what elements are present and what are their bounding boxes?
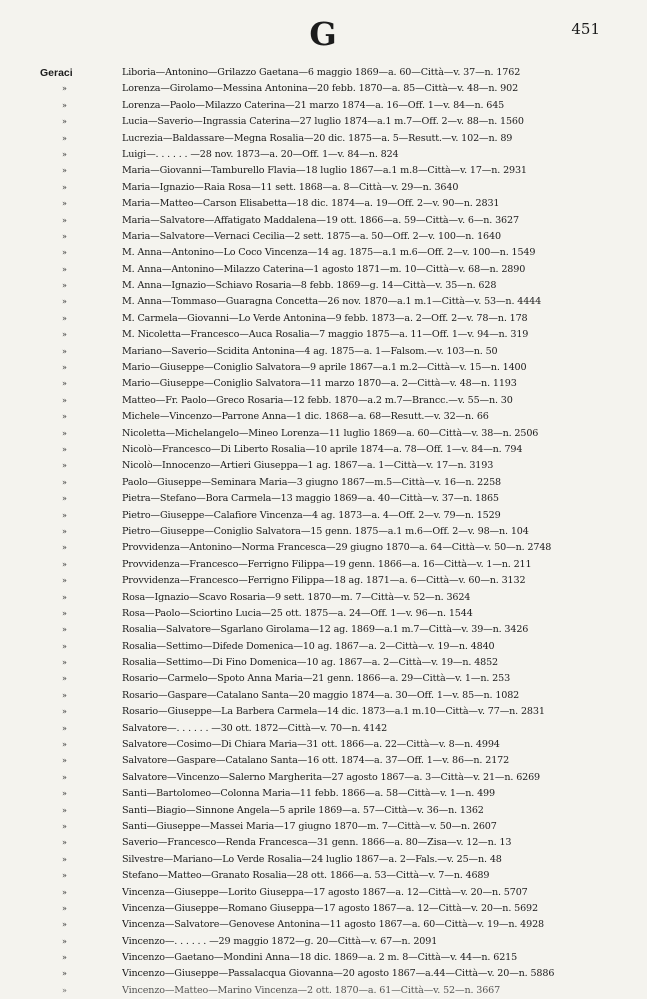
- entry-text: Mario—Giuseppe—Coniglio Salvatora—11 marzo 1870—a. 2—Città—v. 48—n. 1193: [122, 378, 517, 390]
- entry-text: M. Nicoletta—Francesco—Auca Rosalia—7 maggio 1875—a. 11—Off. 1—v. 94—n. 319: [122, 329, 529, 341]
- list-item: [0, 671, 647, 687]
- list-item: [0, 983, 647, 999]
- entry-text: Lucia—Saverio—Ingrassia Caterina—27 luglio 1874—a.1 m.7—Off. 2—v. 88—n. 1560: [122, 116, 524, 128]
- entry-text: Luigi—. . . . . . —28 nov. 1873—a. 20—Off. 1—v. 84—n. 824: [122, 148, 399, 160]
- entry-text: Maria—Matteo—Carson Elisabetta—18 dic. 1874—a. 19—Off. 2—v. 90—n. 2831: [122, 198, 500, 210]
- list-item: [0, 458, 647, 474]
- ditto-mark: »: [62, 592, 67, 602]
- ditto-mark: »: [62, 461, 67, 471]
- entry-text: Vincenzo—Matteo—Marino Vincenza—2 ott. 1870—a. 61—Città—v. 52—n. 3667: [122, 984, 501, 996]
- list-item: [0, 278, 647, 294]
- ditto-mark: »: [62, 510, 67, 520]
- entry-text: Maria—Giovanni—Tamburello Flavia—18 luglio 1867—a.1 m.8—Città—v. 17—n. 2931: [122, 165, 527, 177]
- list-item: [0, 393, 647, 409]
- ditto-mark: »: [62, 707, 67, 717]
- list-item: [0, 803, 647, 819]
- entry-text: Vincenza—Giuseppe—Lorito Giuseppa—17 agosto 1867—a. 12—Città—v. 20—n. 5707: [122, 886, 528, 898]
- ditto-mark: »: [62, 444, 67, 454]
- ditto-mark: »: [62, 215, 67, 225]
- ditto-mark: »: [62, 559, 67, 569]
- entry-text: Michele—Vincenzo—Parrone Anna—1 dic. 1868—a. 68—Resutt.—v. 32—n. 66: [122, 411, 489, 423]
- entry-text: M. Anna—Ignazio—Schiavo Rosaria—8 febb. 1869—g. 14—Città—v. 35—n. 628: [122, 280, 497, 292]
- ditto-mark: »: [62, 985, 67, 995]
- entry-text: Vincenzo—. . . . . . —29 maggio 1872—g. 20—Città—v. 67—n. 2091: [122, 935, 438, 947]
- entry-text: Maria—Salvatore—Affatigato Maddalena—19 ott. 1866—a. 59—Città—v. 6—n. 3627: [122, 214, 519, 226]
- entry-text: M. Anna—Tommaso—Guaragna Concetta—26 nov. 1870—a.1 m.1—Città—v. 53—n. 4444: [122, 296, 542, 308]
- ditto-mark: »: [62, 953, 67, 963]
- list-item: [0, 180, 647, 196]
- list-item: [0, 196, 647, 212]
- list-item: [0, 442, 647, 458]
- entry-text: Santi—Giuseppe—Massei Maria—17 giugno 1870—m. 7—Città—v. 50—n. 2607: [122, 820, 497, 832]
- list-item: [0, 294, 647, 310]
- entry-text: Mariano—Saverio—Scidita Antonina—4 ag. 1875—a. 1—Falsom.—v. 103—n. 50: [122, 345, 498, 357]
- entry-text: Stefano—Matteo—Granato Rosalia—28 ott. 1866—a. 53—Città—v. 7—n. 4689: [122, 870, 490, 882]
- entry-text: Rosa—Paolo—Sciortino Lucia—25 ott. 1875—a. 24—Off. 1—v. 96—n. 1544: [122, 607, 473, 619]
- ditto-mark: »: [62, 379, 67, 389]
- ditto-mark: »: [62, 674, 67, 684]
- ditto-mark: »: [62, 772, 67, 782]
- ditto-mark: »: [62, 248, 67, 258]
- ditto-mark: »: [62, 494, 67, 504]
- ditto-mark: »: [62, 313, 67, 323]
- entry-text: Rosario—Carmelo—Spoto Anna Maria—21 genn. 1866—a. 29—Città—v. 1—n. 253: [122, 673, 511, 685]
- list-item: [0, 475, 647, 491]
- list-item: [0, 344, 647, 360]
- ditto-mark: »: [62, 84, 67, 94]
- list-item: [0, 491, 647, 507]
- list-item: [0, 934, 647, 950]
- list-item: [0, 606, 647, 622]
- ditto-mark: »: [62, 789, 67, 799]
- list-item: [0, 852, 647, 868]
- list-item: [0, 639, 647, 655]
- entry-text: M. Carmela—Giovanni—Lo Verde Antonina—9 febb. 1873—a. 2—Off. 2—v. 78—n. 178: [122, 312, 528, 324]
- ditto-mark: »: [62, 363, 67, 373]
- entry-text: Provvidenza—Antonino—Norma Francesca—29 giugno 1870—a. 64—Città—v. 50—n. 2748: [122, 542, 552, 554]
- entry-text: Pietro—Giuseppe—Calafiore Vincenza—4 ag. 1873—a. 4—Off. 2—v. 79—n. 1529: [122, 509, 501, 521]
- list-item: [0, 819, 647, 835]
- entry-text: Rosalia—Salvatore—Sgarlano Girolama—12 ag. 1869—a.1 m.7—Città—v. 39—n. 3426: [122, 624, 529, 636]
- entry-text: Matteo—Fr. Paolo—Greco Rosaria—12 febb. 1870—a.2 m.7—Brancc.—v. 55—n. 30: [122, 394, 513, 406]
- ditto-mark: »: [62, 231, 67, 241]
- list-item: [0, 950, 647, 966]
- list-item: [0, 98, 647, 114]
- entry-text: Provvidenza—Francesco—Ferrigno Filippa—19 genn. 1866—a. 16—Città—v. 1—n. 211: [122, 558, 532, 570]
- ditto-mark: »: [62, 133, 67, 143]
- ditto-mark: »: [62, 330, 67, 340]
- ditto-mark: »: [62, 854, 67, 864]
- entry-text: Silvestre—Mariano—Lo Verde Rosalia—24 luglio 1867—a. 2—Fals.—v. 25—n. 48: [122, 853, 502, 865]
- entry-text: Vincenzo—Giuseppe—Passalacqua Giovanna—20 agosto 1867—a.44—Città—v. 20—n. 5886: [122, 968, 555, 980]
- list-item: [0, 737, 647, 753]
- list-item: [0, 81, 647, 97]
- ditto-mark: »: [62, 543, 67, 553]
- list-item: [0, 557, 647, 573]
- entry-text: Salvatore—. . . . . . —30 ott. 1872—Città—v. 70—n. 4142: [122, 722, 388, 734]
- entry-text: Pietro—Giuseppe—Coniglio Salvatora—15 genn. 1875—a.1 m.6—Off. 2—v. 98—n. 104: [122, 525, 529, 537]
- list-item: [0, 245, 647, 261]
- entry-text: Rosalia—Settimo—Difede Domenica—10 ag. 1867—a. 2—Città—v. 19—n. 4840: [122, 640, 495, 652]
- ditto-mark: »: [62, 838, 67, 848]
- list-item: [0, 65, 647, 81]
- entry-text: Saverio—Francesco—Renda Francesca—31 genn. 1866—a. 80—Zisa—v. 12—n. 13: [122, 837, 512, 849]
- entry-text: Lorenza—Girolamo—Messina Antonina—20 febb. 1870—a. 85—Città—v. 48—n. 902: [122, 83, 519, 95]
- entry-text: Rosario—Giuseppe—La Barbera Carmela—14 dic. 1873—a.1 m.10—Città—v. 77—n. 2831: [122, 706, 545, 718]
- list-item: [0, 885, 647, 901]
- entry-text: Salvatore—Gaspare—Catalano Santa—16 ott. 1874—a. 37—Off. 1—v. 86—n. 2172: [122, 755, 510, 767]
- index-letter: G: [309, 15, 337, 53]
- list-item: [0, 966, 647, 982]
- ditto-mark: »: [62, 576, 67, 586]
- ditto-mark: »: [62, 723, 67, 733]
- page-number: 451: [571, 20, 600, 38]
- list-item: [0, 835, 647, 851]
- ditto-mark: »: [62, 903, 67, 913]
- ditto-mark: »: [62, 526, 67, 536]
- list-item: [0, 508, 647, 524]
- list-item: [0, 622, 647, 638]
- entry-text: Vincenza—Giuseppe—Romano Giuseppa—17 agosto 1867—a. 12—Città—v. 20—n. 5692: [122, 902, 538, 914]
- entry-text: Salvatore—Vincenzo—Salerno Margherita—27 agosto 1867—a. 3—Città—v. 21—n. 6269: [122, 771, 541, 783]
- ditto-mark: »: [62, 100, 67, 110]
- entry-text: Lorenza—Paolo—Milazzo Caterina—21 marzo 1874—a. 16—Off. 1—v. 84—n. 645: [122, 99, 505, 111]
- ditto-mark: »: [62, 117, 67, 127]
- list-item: [0, 213, 647, 229]
- entry-text: Vincenzo—Gaetano—Mondini Anna—18 dic. 1869—a. 2 m. 8—Città—v. 44—n. 6215: [122, 952, 518, 964]
- list-item: [0, 163, 647, 179]
- ditto-mark: »: [62, 625, 67, 635]
- ditto-mark: »: [62, 936, 67, 946]
- ditto-mark: »: [62, 821, 67, 831]
- ditto-mark: »: [62, 199, 67, 209]
- list-item: [0, 655, 647, 671]
- list-item: [0, 688, 647, 704]
- ditto-mark: »: [62, 412, 67, 422]
- list-item: [0, 426, 647, 442]
- ditto-mark: »: [62, 477, 67, 487]
- entry-text: Rosalia—Settimo—Di Fino Domenica—10 ag. 1867—a. 2—Città—v. 19—n. 4852: [122, 657, 499, 669]
- list-item: [0, 311, 647, 327]
- list-item: [0, 262, 647, 278]
- list-item: [0, 229, 647, 245]
- ditto-mark: »: [62, 297, 67, 307]
- ditto-mark: »: [62, 428, 67, 438]
- entry-text: Liboria—Antonino—Grilazzo Gaetana—6 maggio 1869—a. 60—Città—v. 37—n. 1762: [122, 67, 521, 78]
- entry-text: Paolo—Giuseppe—Seminara Maria—3 giugno 1867—m.5—Città—v. 16—n. 2258: [122, 476, 502, 488]
- entry-text: M. Anna—Antonino—Lo Coco Vincenza—14 ag. 1875—a.1 m.6—Off. 2—v. 100—n. 1549: [122, 247, 536, 259]
- ditto-mark: »: [62, 346, 67, 356]
- entry-text: Salvatore—Cosimo—Di Chiara Maria—31 ott. 1866—a. 22—Città—v. 8—n. 4994: [122, 739, 500, 751]
- list-item: [0, 540, 647, 556]
- ditto-mark: »: [62, 608, 67, 618]
- entry-text: Nicoletta—Michelangelo—Mineo Lorenza—11 luglio 1869—a. 60—Città—v. 38—n. 2506: [122, 427, 539, 439]
- ditto-mark: »: [62, 920, 67, 930]
- list-item: [0, 901, 647, 917]
- list-item: [0, 360, 647, 376]
- entry-text: Santi—Bartolomeo—Colonna Maria—11 febb. 1866—a. 58—Città—v. 1—n. 499: [122, 788, 495, 800]
- ditto-mark: »: [62, 264, 67, 274]
- list-item: [0, 327, 647, 343]
- list-item: [0, 917, 647, 933]
- ditto-mark: »: [62, 166, 67, 176]
- list-item: [0, 114, 647, 130]
- entry-text: Mario—Giuseppe—Coniglio Salvatora—9 aprile 1867—a.1 m.2—Città—v. 15—n. 1400: [122, 362, 527, 374]
- list-item: [0, 786, 647, 802]
- list-item: [0, 704, 647, 720]
- ditto-mark: »: [62, 641, 67, 651]
- entry-text: Santi—Biagio—Sinnone Angela—5 aprile 1869—a. 57—Città—v. 36—n. 1362: [122, 804, 484, 816]
- ditto-mark: »: [62, 969, 67, 979]
- entry-text: Vincenza—Salvatore—Genovese Antonina—11 agosto 1867—a. 60—Città—v. 19—n. 4928: [122, 919, 544, 931]
- entry-list: [0, 65, 647, 999]
- ditto-mark: »: [62, 281, 67, 291]
- ditto-mark: »: [62, 740, 67, 750]
- ditto-mark: »: [62, 887, 67, 897]
- ditto-mark: »: [62, 690, 67, 700]
- entry-text: Provvidenza—Francesco—Ferrigno Filippa—18 ag. 1871—a. 6—Città—v. 60—n. 3132: [122, 575, 526, 587]
- ditto-mark: »: [62, 756, 67, 766]
- ditto-mark: »: [62, 395, 67, 405]
- ditto-mark: »: [62, 658, 67, 668]
- entry-text: Rosario—Gaspare—Catalano Santa—20 maggio 1874—a. 30—Off. 1—v. 85—n. 1082: [122, 689, 520, 701]
- entry-text: Rosa—Ignazio—Scavo Rosaria—9 sett. 1870—m. 7—Città—v. 52—n. 3624: [122, 591, 471, 603]
- entry-text: Maria—Ignazio—Raia Rosa—11 sett. 1868—a. 8—Città—v. 29—n. 3640: [122, 181, 459, 193]
- list-item: [0, 770, 647, 786]
- ditto-mark: »: [62, 871, 67, 881]
- ditto-mark: »: [62, 805, 67, 815]
- ditto-mark: »: [62, 182, 67, 192]
- list-item: [0, 147, 647, 163]
- list-item: [0, 590, 647, 606]
- entry-text: Nicolò—Francesco—Di Liberto Rosalia—10 aprile 1874—a. 78—Off. 1—v. 84—n. 794: [122, 443, 523, 455]
- entry-text: Maria—Salvatore—Vernaci Cecilia—2 sett. 1875—a. 50—Off. 2—v. 100—n. 1640: [122, 230, 501, 242]
- list-item: [0, 376, 647, 392]
- surname-heading: Geraci: [40, 67, 73, 79]
- list-item: [0, 753, 647, 769]
- list-item: [0, 721, 647, 737]
- list-item: [0, 409, 647, 425]
- entry-text: M. Anna—Antonino—Milazzo Caterina—1 agosto 1871—m. 10—Città—v. 68—n. 2890: [122, 263, 526, 275]
- list-item: [0, 573, 647, 589]
- list-item: [0, 868, 647, 884]
- list-item: [0, 524, 647, 540]
- entry-text: Lucrezia—Baldassare—Megna Rosalia—20 dic. 1875—a. 5—Resutt.—v. 102—n. 89: [122, 132, 513, 144]
- entry-text: Pietra—Stefano—Bora Carmela—13 maggio 1869—a. 40—Città—v. 37—n. 1865: [122, 493, 499, 505]
- ditto-mark: »: [62, 149, 67, 159]
- entry-text: Nicolò—Innocenzo—Artieri Giuseppa—1 ag. 1867—a. 1—Città—v. 17—n. 3193: [122, 460, 494, 472]
- list-item: [0, 131, 647, 147]
